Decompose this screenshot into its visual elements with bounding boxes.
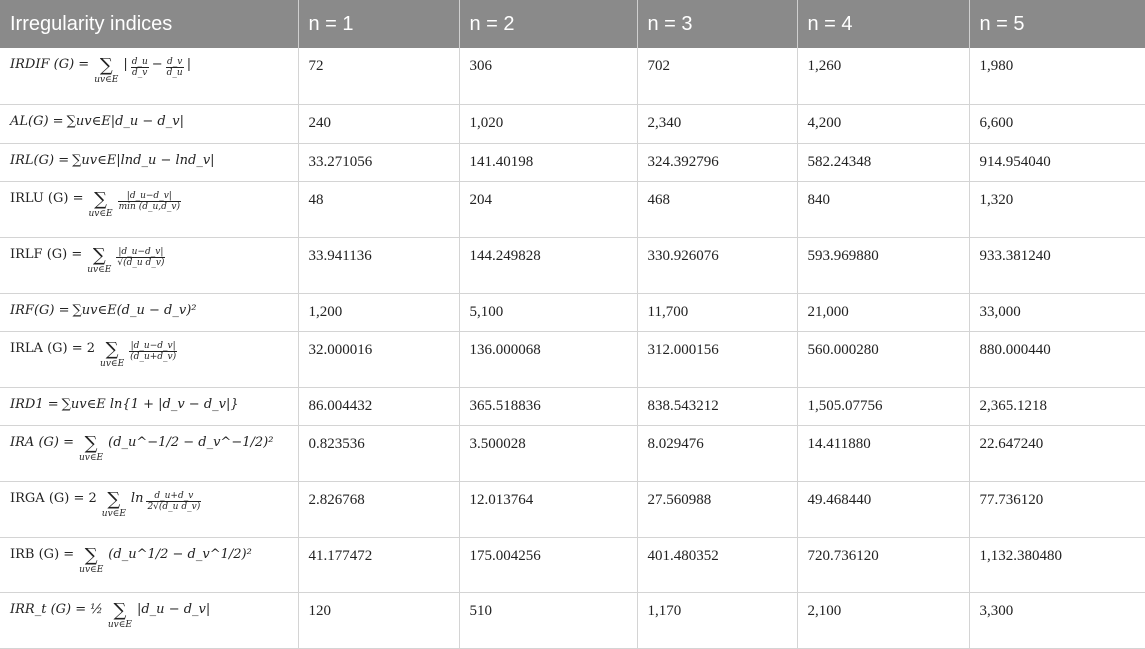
formula-expression: (d_u^−1/2 − d_v^−1/2)² — [108, 434, 274, 450]
value-n5: 914.954040 — [969, 143, 1145, 181]
value-n3: 1,170 — [637, 592, 797, 648]
value-n3: 702 — [637, 48, 797, 104]
value-n4: 593.969880 — [797, 237, 969, 293]
formula-cell — [0, 237, 298, 293]
value-n2: 365.518836 — [459, 387, 637, 425]
summation-symbol: ∑ uv∈E — [79, 544, 104, 575]
fraction: $\frac{|d\_u-d\_v|}{\text{√(d\_u d\_v)}}$ — [117, 246, 165, 268]
table-row — [0, 104, 1145, 143]
table-row — [0, 425, 1145, 481]
formula-cell — [0, 181, 298, 237]
summation-symbol: ∑ uv∈E — [94, 55, 119, 85]
value-n3: 401.480352 — [637, 537, 797, 592]
value-n1: 33.271056 — [298, 143, 459, 181]
value-n4: 2,100 — [797, 592, 969, 648]
value-n2: 306 — [459, 48, 637, 104]
formula-expression: ∑uv∈E|lnd_u − lnd_v| — [72, 152, 215, 168]
formula-cell: IRDIF (G) = ∑ uv∈E | $\frac{d\_u}{d\_v}$ − $\frac{d\_v}{d\_u}$ | — [0, 48, 298, 104]
formula-lhs: IRD1 = — [10, 396, 59, 412]
value-n5: 880.000440 — [969, 331, 1145, 387]
value-n5: 1,980 — [969, 48, 1145, 104]
formula-lhs: IRLA (G) = 2 — [10, 340, 96, 356]
value-n5: 933.381240 — [969, 237, 1145, 293]
formula-cell — [0, 143, 298, 181]
value-n3: 330.926076 — [637, 237, 797, 293]
value-n2: 136.000068 — [459, 331, 637, 387]
value-n4: 14.411880 — [797, 425, 969, 481]
value-n5: 77.736120 — [969, 481, 1145, 537]
value-n1: 240 — [298, 104, 459, 143]
value-n2: 510 — [459, 592, 637, 648]
header-n4: n = 4 — [797, 0, 969, 48]
summation-symbol: ∑ uv∈E — [107, 599, 132, 630]
formula-cell — [0, 331, 298, 387]
formula-cell — [0, 387, 298, 425]
table-row — [0, 48, 1145, 104]
value-n1: 1,200 — [298, 293, 459, 331]
value-n2: 3.500028 — [459, 425, 637, 481]
value-n2: 12.013764 — [459, 481, 637, 537]
table-row — [0, 237, 1145, 293]
value-n5: 6,600 — [969, 104, 1145, 143]
value-n2: 144.249828 — [459, 237, 637, 293]
value-n4: 560.000280 — [797, 331, 969, 387]
value-n2: 5,100 — [459, 293, 637, 331]
value-n3: 2,340 — [637, 104, 797, 143]
formula-cell — [0, 293, 298, 331]
formula-cell — [0, 104, 298, 143]
value-n3: 8.029476 — [637, 425, 797, 481]
header-row — [0, 0, 1145, 48]
value-n3: 27.560988 — [637, 481, 797, 537]
formula-expression: |d_u − d_v| — [136, 601, 211, 617]
formula-cell — [0, 425, 298, 481]
value-n3: 11,700 — [637, 293, 797, 331]
formula-lhs: IRA (G) = — [10, 434, 74, 450]
value-n4: 49.468440 — [797, 481, 969, 537]
table-row — [0, 481, 1145, 537]
summation-symbol: ∑ uv∈E — [79, 432, 104, 463]
value-n5: 3,300 — [969, 592, 1145, 648]
table-row — [0, 143, 1145, 181]
formula-lhs: AL(G) = — [10, 113, 64, 129]
header-n5: n = 5 — [969, 0, 1145, 48]
header-n2: n = 2 — [459, 0, 637, 48]
value-n1: 72 — [298, 48, 459, 104]
value-n4: 840 — [797, 181, 969, 237]
summation-symbol: ∑ uv∈E — [88, 188, 113, 219]
value-n1: 86.004432 — [298, 387, 459, 425]
value-n2: 1,020 — [459, 104, 637, 143]
fraction: $\frac{d\_u}{d\_v}$ — [131, 57, 148, 78]
value-n5: 22.647240 — [969, 425, 1145, 481]
formula-expression: ∑uv∈E|d_u − d_v| — [66, 113, 184, 129]
fraction: $\frac{|d\_u-d\_v|}{\min (d\_u,d\_v)}$ — [118, 190, 180, 212]
header-indices: Irregularity indices — [0, 0, 298, 48]
value-n4: 1,505.07756 — [797, 387, 969, 425]
value-n1: 120 — [298, 592, 459, 648]
value-n1: 33.941136 — [298, 237, 459, 293]
formula-lhs: IRGA (G) = 2 — [10, 490, 97, 506]
summation-symbol: ∑ uv∈E — [101, 488, 126, 519]
value-n4: 582.24348 — [797, 143, 969, 181]
value-n3: 324.392796 — [637, 143, 797, 181]
value-n4: 1,260 — [797, 48, 969, 104]
formula-cell: IRGA (G) = 2 ∑ uv∈E ln $\frac{d\_u+d\_v}{\text{2√(d\_u d\_v)}}$ — [0, 481, 298, 537]
formula-lhs: IRLU (G) = — [10, 190, 84, 206]
value-n5: 33,000 — [969, 293, 1145, 331]
table-row — [0, 331, 1145, 387]
formula-lhs: IRL(G) = — [10, 152, 70, 168]
value-n2: 141.40198 — [459, 143, 637, 181]
summation-symbol: ∑ uv∈E — [100, 338, 125, 369]
formula-lhs: IRLF (G) = — [10, 246, 83, 262]
value-n1: 48 — [298, 181, 459, 237]
value-n4: 21,000 — [797, 293, 969, 331]
summation-symbol: ∑ uv∈E — [87, 244, 112, 275]
table-row — [0, 592, 1145, 648]
value-n4: 720.736120 — [797, 537, 969, 592]
formula-lhs: IRF(G) = — [10, 302, 70, 318]
value-n5: 2,365.1218 — [969, 387, 1145, 425]
value-n4: 4,200 — [797, 104, 969, 143]
value-n3: 312.000156 — [637, 331, 797, 387]
formula-lhs: IRDIF (G) = — [10, 57, 90, 72]
header-n3: n = 3 — [637, 0, 797, 48]
formula-expression: ∑uv∈E ln{1 + |d_v − d_v|} — [61, 396, 239, 412]
formula-lhs: IRR_t (G) = ½ — [10, 601, 103, 617]
formula-expression: (d_u^1/2 − d_v^1/2)² — [108, 546, 252, 562]
header-n1: n = 1 — [298, 0, 459, 48]
fraction: $\frac{d\_u+d\_v}{\text{2√(d\_u d\_v)}}$ — [147, 490, 201, 512]
value-n5: 1,320 — [969, 181, 1145, 237]
value-n1: 41.177472 — [298, 537, 459, 592]
table-row — [0, 387, 1145, 425]
table-body — [0, 48, 1145, 648]
table-row — [0, 537, 1145, 592]
formula-lhs: IRB (G) = — [10, 546, 75, 562]
value-n1: 2.826768 — [298, 481, 459, 537]
formula-expression: ∑uv∈E(d_u − d_v)² — [72, 302, 197, 318]
fraction: $\frac{d\_v}{d\_u}$ — [166, 57, 183, 78]
value-n3: 838.543212 — [637, 387, 797, 425]
formula-cell — [0, 537, 298, 592]
fraction: $\frac{|d\_u-d\_v|}{(d\_u+d\_v)}$ — [130, 340, 177, 362]
table-row — [0, 181, 1145, 237]
value-n2: 175.004256 — [459, 537, 637, 592]
value-n1: 32.000016 — [298, 331, 459, 387]
formula-cell — [0, 592, 298, 648]
value-n2: 204 — [459, 181, 637, 237]
value-n1: 0.823536 — [298, 425, 459, 481]
value-n3: 468 — [637, 181, 797, 237]
table-row — [0, 293, 1145, 331]
value-n5: 1,132.380480 — [969, 537, 1145, 592]
